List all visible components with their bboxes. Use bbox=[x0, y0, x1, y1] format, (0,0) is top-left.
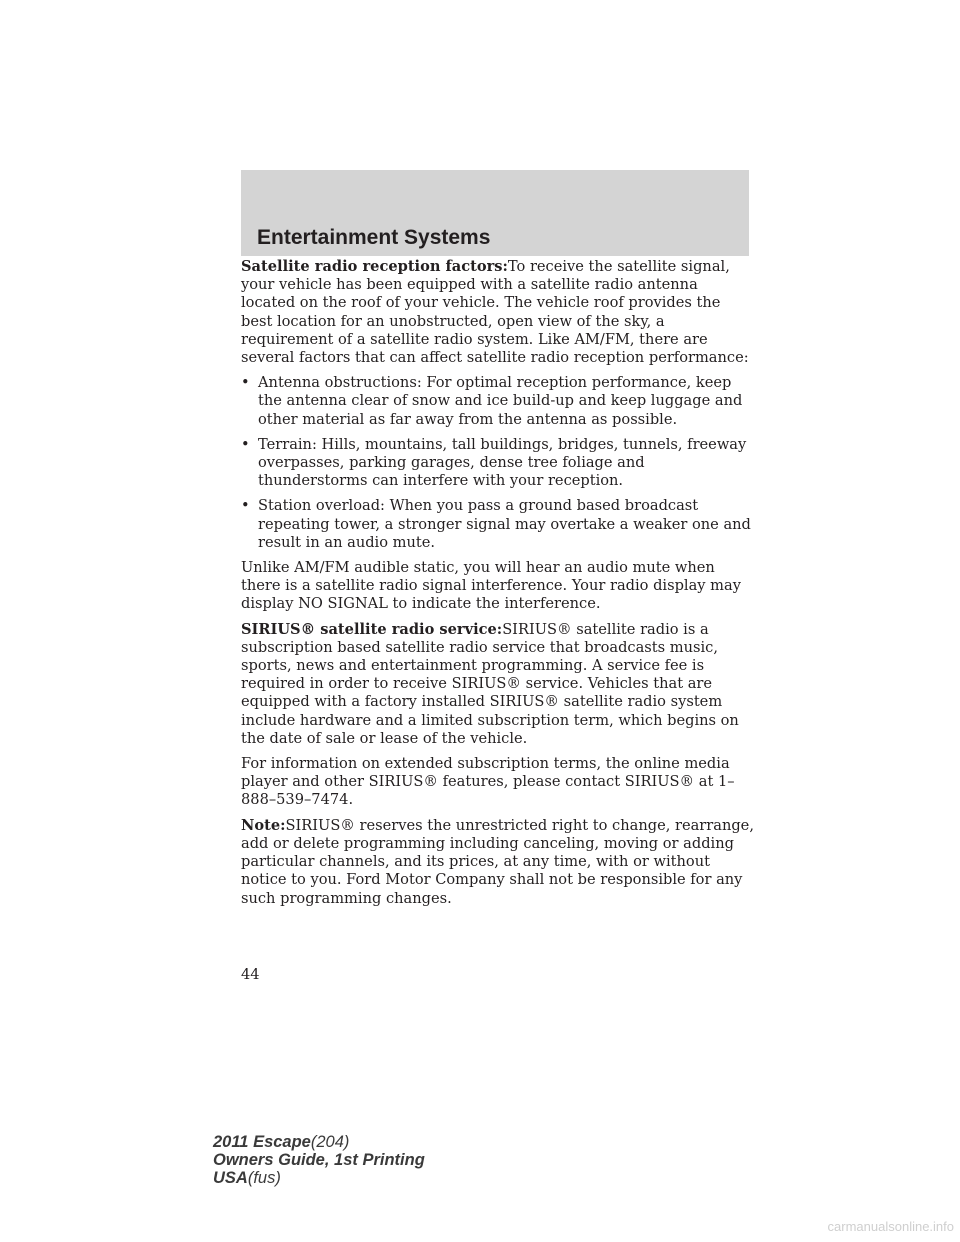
footer-model-code: (204) bbox=[310, 1133, 350, 1151]
bullet-icon: • bbox=[241, 435, 250, 453]
footer-region: USA bbox=[213, 1169, 248, 1187]
reception-factor-list bbox=[241, 374, 756, 552]
section-header-band bbox=[241, 170, 749, 256]
print-footer bbox=[213, 1133, 425, 1187]
list-item bbox=[241, 497, 756, 552]
footer-model: 2011 Escape bbox=[213, 1133, 311, 1151]
sirius-body: SIRIUS® satellite radio is a subscription based satellite radio service that broadcasts music, sports, news and entertainment programming. A service fee is required in order to receive SIRIUS® service. Vehicles that are equipped with a factory installed SIRIUS® satellite radio system include hardware and a limited subscription term, which begins on the date of sale or lease of the vehicle. bbox=[241, 620, 739, 747]
info-paragraph: For information on extended subscription terms, the online media player and other SIRIUS® features, please contact SIRIUS® at 1–888–539–7474. bbox=[241, 755, 735, 809]
footer-region-line bbox=[213, 1169, 425, 1187]
bullet-icon: • bbox=[241, 374, 250, 392]
footer-model-line bbox=[213, 1133, 425, 1151]
footer-region-code: (fus) bbox=[247, 1169, 281, 1187]
footer-guide: Owners Guide, 1st Printing bbox=[213, 1151, 425, 1169]
page-number: 44 bbox=[241, 966, 260, 983]
reception-body: To receive the satellite signal, your vehicle has been equipped with a satellite radio antenna located on the roof of your vehicle. The vehicle roof provides the best location for an unobstructed, open view of the sky, a requirement of a satellite radio system. Like AM/FM, there are several factors that can affect satellite radio reception performance: bbox=[241, 258, 749, 367]
note-heading: Note: bbox=[241, 816, 286, 834]
bullet-text: Station overload: When you pass a ground based broadcast repeating tower, a stronger signal may overtake a weaker one and result in an audio mute. bbox=[258, 497, 751, 551]
list-item bbox=[241, 436, 756, 491]
sirius-heading: SIRIUS® satellite radio service: bbox=[241, 620, 503, 638]
bullet-text: Antenna obstructions: For optimal reception performance, keep the antenna clear of snow and ice build-up and keep luggage and other material as far away from the antenna as possible. bbox=[258, 374, 743, 428]
page-content bbox=[241, 258, 756, 915]
note-paragraph bbox=[241, 817, 756, 908]
note-body: SIRIUS® reserves the unrestricted right to change, rearrange, add or delete programming including canceling, moving or adding particular channels, and its prices, at any time, with or without notice to you. Ford Motor Company shall not be responsible for any such programming changes. bbox=[241, 816, 754, 907]
static-note-paragraph: Unlike AM/FM audible static, you will hear an audio mute when there is a satellite radio signal interference. Your radio display may display NO SIGNAL to indicate the interference. bbox=[241, 559, 741, 613]
section-title: Entertainment Systems bbox=[257, 226, 491, 249]
reception-paragraph bbox=[241, 258, 756, 367]
reception-heading: Satellite radio reception factors: bbox=[241, 258, 508, 275]
footer-guide-line bbox=[213, 1151, 425, 1169]
list-item bbox=[241, 374, 756, 429]
watermark: carmanualsonline.info bbox=[827, 1219, 954, 1234]
sirius-paragraph bbox=[241, 621, 756, 748]
bullet-text: Terrain: Hills, mountains, tall buildings, bridges, tunnels, freeway overpasses, parking garages, dense tree foliage and thunderstorms can interfere with your reception. bbox=[258, 435, 747, 490]
bullet-icon: • bbox=[241, 497, 250, 515]
